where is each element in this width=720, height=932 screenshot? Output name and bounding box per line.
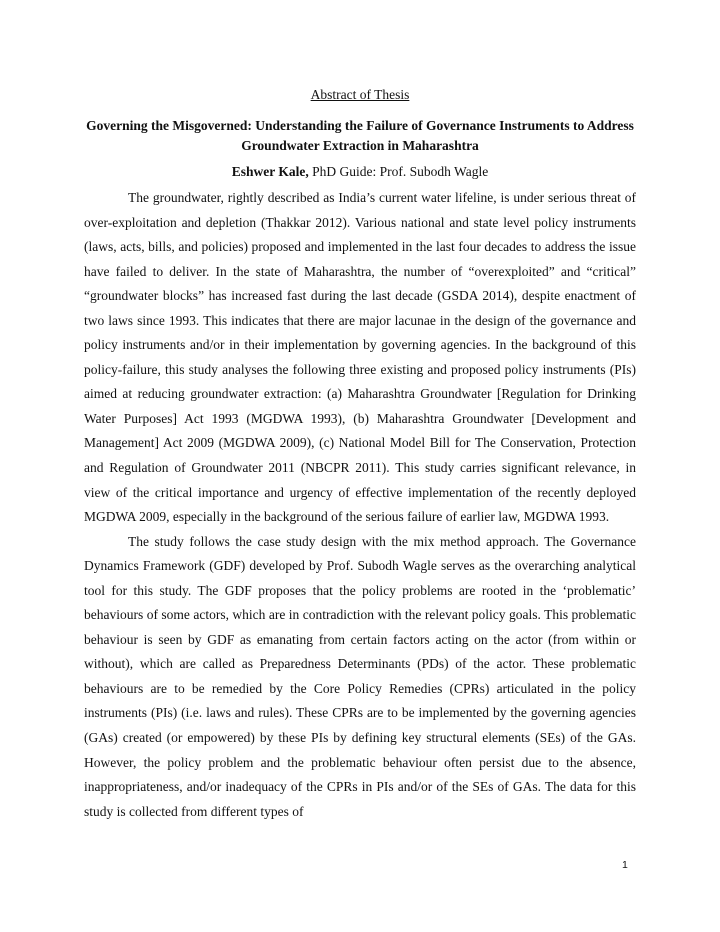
page-number: 1 (622, 859, 628, 871)
author-line (0, 163, 720, 181)
paragraph-2: The study follows the case study design with the mix method approach. The Governance Dynamics Framework (GDF) developed by Prof. Subodh Wagle serves as the overarching analytical tool for this study. The GDF proposes that the policy problems are rooted in the ‘problematic’ behaviours of some actors, which are in contradiction with the relevant policy goals. This problematic behaviour is seen by GDF as emanating from certain factors acting on the actor (from within or without), which are called as Preparedness Determinants (PDs) of the actor. These problematic behaviours are to be remedied by the Core Policy Remedies (CPRs) articulated in the policy instruments (PIs) (i.e. laws and rules). These CPRs are to be implemented by the governing agencies (GAs) created (or empowered) by these PIs by defining key structural elements (SEs) of the GAs. However, the policy problem and the problematic behaviour often persist due to the absence, inappropriateness, and/or inadequacy of the CPRs in PIs and/or of the SEs of GAs. The data for this study is collected from different types of (84, 533, 636, 819)
thesis-title: Governing the Misgoverned: Understanding the Failure of Governance Instruments to Address Groundwater Extraction in Maharashtra (86, 118, 634, 153)
guide-text: PhD Guide: Prof. Subodh Wagle (308, 164, 489, 179)
paragraph-1: The groundwater, rightly described as India’s current water lifeline, is under serious threat of over-exploitation and depletion (Thakkar 2012). Various national and state level policy instruments (laws, acts, bills, and policies) proposed and implemented in the last four decades to address the issue have failed to deliver. In the state of Maharashtra, the number of “overexploited” and “critical” “groundwater blocks” has increased fast during the last decade (GSDA 2014), despite enactment of two laws since 1993. This indicates that there are major lacunae in the design of the governance and policy instruments and/or in their implementation by governing agencies. In the background of this policy-failure, this study analyses the following three existing and proposed policy instruments (PIs) aimed at reducing groundwater extraction: (a) Maharashtra Groundwater [Regulation for Drinking Water Purposes] Act 1993 (MGDWA 1993), (b) Maharashtra Groundwater [Development and Management] Act 2009 (MGDWA 2009), (c) National Model Bill for The Conservation, Protection and Regulation of Groundwater 2011 (NBCPR 2011). This study carries significant relevance, in view of the critical importance and urgency of effective implementation of the recently deployed MGDWA 2009, especially in the background of the serious failure of earlier law, MGDWA 1993. (84, 190, 636, 525)
abstract-heading: Abstract of Thesis (310, 87, 410, 102)
author-name: Eshwer Kale, (231, 164, 309, 179)
abstract-body (84, 186, 636, 824)
